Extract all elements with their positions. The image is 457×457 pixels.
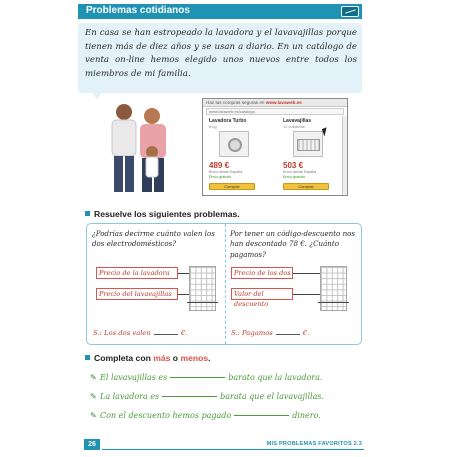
sentence-before: Con el descuento hemos pagado xyxy=(100,411,232,420)
section1-title: Resuelve los siguientes problemas. xyxy=(94,209,240,219)
answer-right xyxy=(231,329,309,337)
browser-site: www.lavaweb.es xyxy=(265,100,302,105)
problem-question-left: ¿Podrías decirme cuánto valen los dos electrodomésticos? xyxy=(92,229,215,249)
product-price: 503 € xyxy=(283,161,304,170)
price-label-washer: Precio de la lavadora xyxy=(96,267,178,279)
section2-title-before: Completa con xyxy=(94,353,154,363)
buy-button[interactable]: Comprar xyxy=(283,183,329,190)
sum-line xyxy=(187,302,218,303)
word-mas: más xyxy=(153,353,171,363)
bullet-square-icon xyxy=(85,355,90,360)
browser-url-field: www.lavaweb.es/catalogo xyxy=(206,108,344,115)
complete-sentence-3 xyxy=(90,409,360,423)
connector-line xyxy=(293,294,320,295)
connector-line xyxy=(178,273,189,274)
sentence-after: barata que el lavavajillas. xyxy=(220,392,325,401)
product-subtitle: 8 kg xyxy=(209,124,217,129)
section2-heading xyxy=(94,353,211,363)
product-free-shipping: Envío gratuito xyxy=(283,175,306,179)
product-card-washer xyxy=(209,118,263,194)
sentence-blank[interactable] xyxy=(162,396,217,397)
connector-line xyxy=(178,294,189,295)
answer-right-unit: €. xyxy=(302,329,310,337)
product-card-dishwasher xyxy=(283,118,337,194)
section2-title-mid: o xyxy=(170,353,181,363)
pencil-badge-icon xyxy=(341,6,359,17)
product-free-shipping: Envío gratuito xyxy=(209,175,232,179)
product-shipping: Envío desde España xyxy=(209,170,243,174)
answer-left-unit: €. xyxy=(180,329,188,337)
word-menos: menos xyxy=(180,353,209,363)
shop-browser-window xyxy=(202,98,348,196)
bullet-square-icon xyxy=(85,211,90,216)
sentence-before: La lavadora es xyxy=(100,392,160,401)
story-text: En casa se han estropeado la lavadora y el lavavajillas porque tienen más de diez años y se usan a diario. En un catálogo de venta on-line hemos elegido unos nuevos entre todos los miembros de mi familia. xyxy=(85,28,357,79)
sentence-before: El lavavajillas es xyxy=(100,373,168,382)
sentence-blank[interactable] xyxy=(170,377,225,378)
sentence-blank[interactable] xyxy=(234,415,289,416)
section-header xyxy=(78,4,362,19)
subtract-line xyxy=(318,302,349,303)
price-label-both: Precio de los dos xyxy=(231,267,293,279)
browser-top-text: Haz tus compras seguras en xyxy=(206,100,265,105)
problems-box xyxy=(86,223,362,345)
section2-title-end: . xyxy=(208,353,211,363)
pencil-icon: ✎ xyxy=(90,392,97,401)
footer-rule xyxy=(102,449,364,450)
answer-right-blank[interactable] xyxy=(276,334,300,335)
discount-label: Valor del descuento xyxy=(231,288,293,300)
buy-button[interactable]: Comprar xyxy=(209,183,255,190)
product-shipping: Envío desde España xyxy=(283,170,317,174)
section-title: Problemas cotidianos xyxy=(86,5,190,16)
browser-scrollbar[interactable] xyxy=(342,116,347,195)
sentence-after: dinero. xyxy=(292,411,321,420)
product-price: 489 € xyxy=(209,161,230,170)
answer-left-blank[interactable] xyxy=(154,334,178,335)
calc-grid-left[interactable] xyxy=(189,266,216,311)
complete-sentence-1 xyxy=(90,371,360,385)
price-label-dishwasher: Precio del lavavajillas xyxy=(96,288,178,300)
section1-heading xyxy=(94,209,240,219)
family-photo xyxy=(102,100,186,196)
dishwasher-icon xyxy=(293,131,323,157)
connector-line xyxy=(293,273,320,274)
pencil-icon: ✎ xyxy=(90,373,97,382)
story-box xyxy=(78,23,362,93)
product-name: Lavadora Turbo xyxy=(209,118,247,124)
calc-grid-right[interactable] xyxy=(320,266,347,311)
sentence-after: barato que la lavadora. xyxy=(228,373,323,382)
page-number: 26 xyxy=(84,439,100,450)
answer-right-text: S.: Pagamos xyxy=(231,329,273,337)
answer-left-text: S.: Los dos valen xyxy=(93,329,151,337)
speech-bubble-tail xyxy=(92,92,102,100)
browser-top-bar xyxy=(203,99,347,107)
pencil-icon: ✎ xyxy=(90,411,97,420)
problems-divider xyxy=(225,224,226,344)
answer-left xyxy=(93,329,187,337)
washing-machine-icon xyxy=(219,131,249,157)
complete-sentence-2 xyxy=(90,390,360,404)
problem-question-right: Por tener un código-descuento nos han descontado 78 €. ¿Cuánto pagamos? xyxy=(230,229,356,259)
product-name: Lavavajillas xyxy=(283,118,312,124)
book-title: MIS PROBLEMAS FAVORITOS 2.3 xyxy=(266,441,362,447)
product-subtitle: 12 cubiertos xyxy=(283,124,305,129)
